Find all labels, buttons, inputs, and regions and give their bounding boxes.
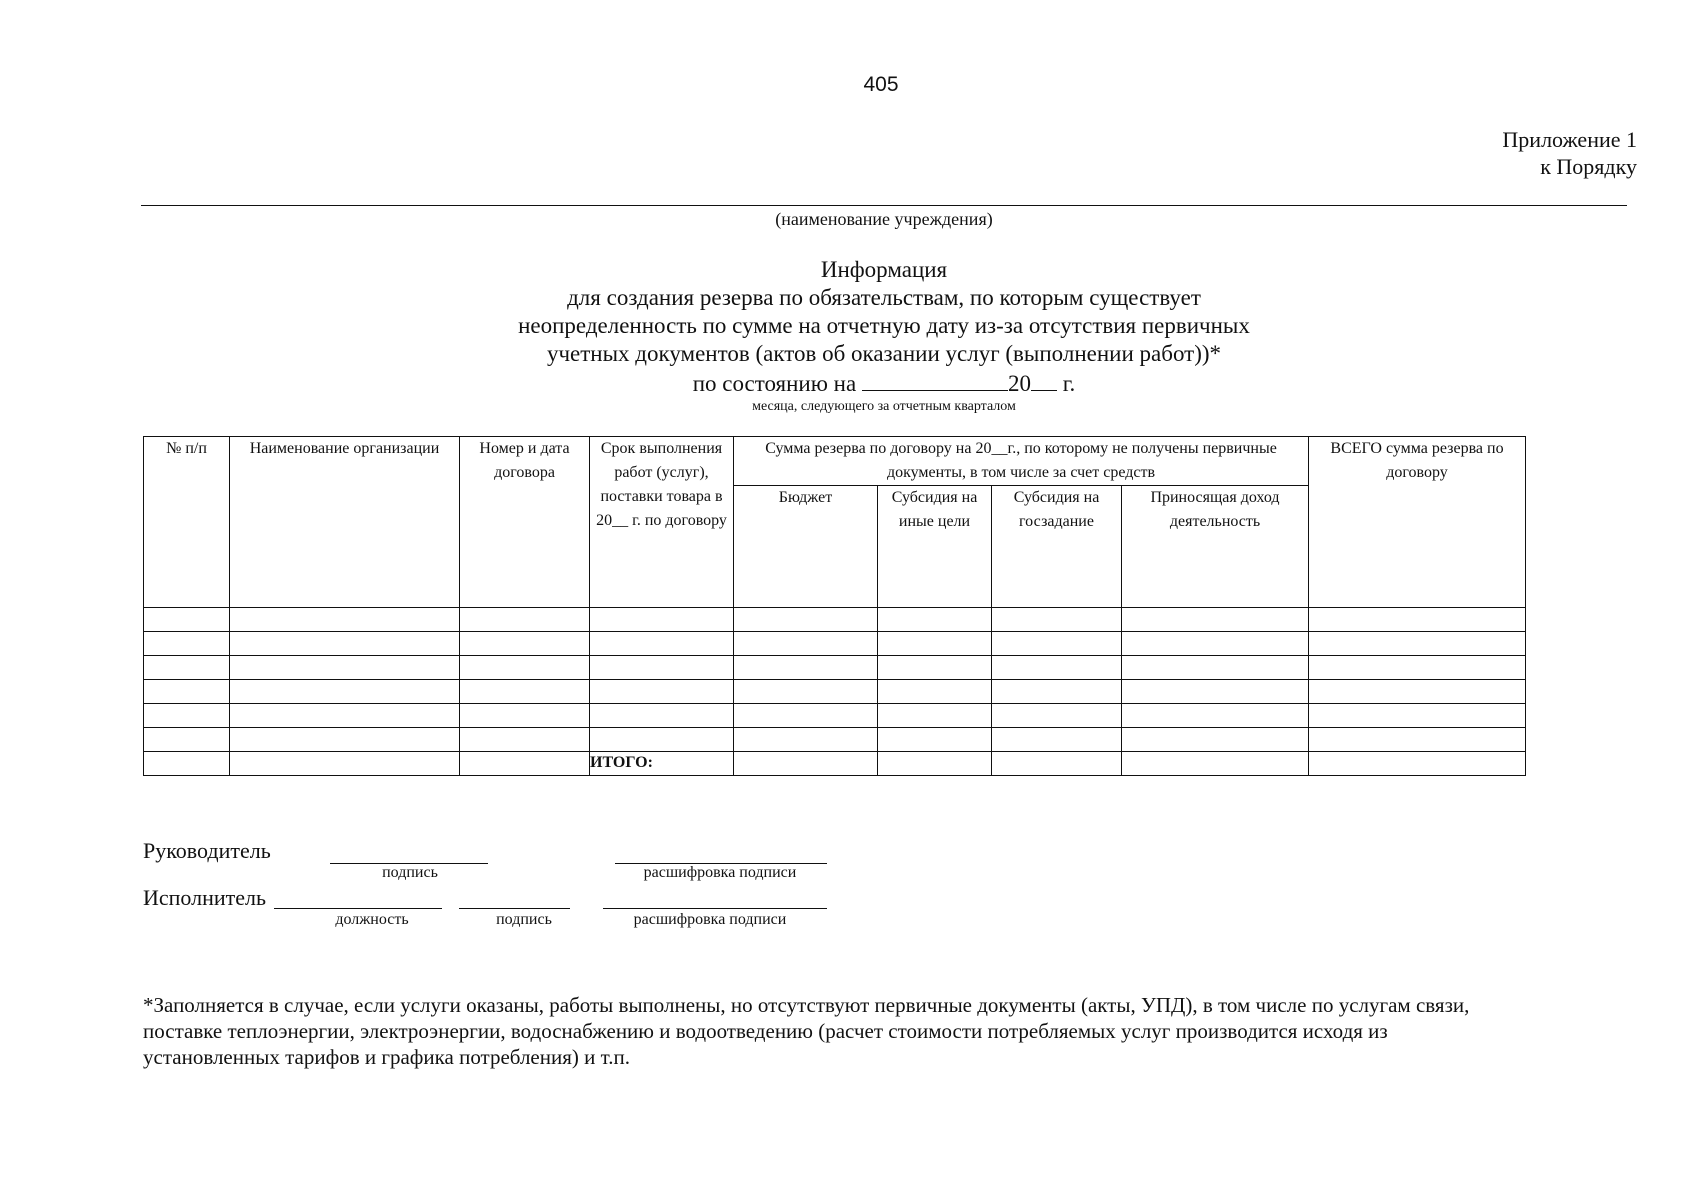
header-contract: Номер и дата договора bbox=[460, 437, 590, 608]
title-date-line bbox=[141, 368, 1627, 398]
table-cell[interactable] bbox=[878, 728, 992, 752]
table-cell[interactable] bbox=[230, 704, 460, 728]
table-cell[interactable] bbox=[460, 656, 590, 680]
table-cell[interactable] bbox=[992, 704, 1122, 728]
title-line-2: неопределенность по сумме на отчетную дату из-за отсутствия первичных bbox=[518, 313, 1250, 338]
table-cell[interactable] bbox=[1309, 728, 1526, 752]
table-cell[interactable] bbox=[460, 608, 590, 632]
total-label: ИТОГО: bbox=[590, 752, 734, 776]
table-cell[interactable] bbox=[1122, 704, 1309, 728]
table-cell[interactable] bbox=[144, 656, 230, 680]
header-term: Срок выполнения работ (услуг), поставки товара в 20__ г. по договору bbox=[590, 437, 734, 608]
header-subsidy-task: Субсидия на госзадание bbox=[992, 486, 1122, 608]
footnote-line-2: поставке теплоэнергии, электроэнергии, водоснабжению и водоотведению (расчет стоимости потребляемых услуг производится исходя из bbox=[143, 1019, 1388, 1043]
table-cell[interactable] bbox=[1122, 752, 1309, 776]
organization-name-caption: (наименование учреждения) bbox=[775, 209, 993, 229]
table-cell[interactable] bbox=[734, 632, 878, 656]
table-cell[interactable] bbox=[230, 656, 460, 680]
header-number: № п/п bbox=[144, 437, 230, 608]
table-cell[interactable] bbox=[144, 632, 230, 656]
table-cell[interactable] bbox=[1122, 680, 1309, 704]
table-cell[interactable] bbox=[144, 704, 230, 728]
table-cell[interactable] bbox=[992, 656, 1122, 680]
table-cell[interactable] bbox=[734, 752, 878, 776]
table-cell[interactable] bbox=[992, 728, 1122, 752]
executor-decode-caption: расшифровка подписи bbox=[633, 911, 787, 928]
table-cell[interactable] bbox=[144, 680, 230, 704]
document-title bbox=[141, 256, 1627, 398]
table-row bbox=[144, 608, 1526, 632]
executor-signature-line[interactable] bbox=[459, 907, 570, 909]
executor-position-line[interactable] bbox=[274, 907, 442, 909]
table-cell[interactable] bbox=[1309, 752, 1526, 776]
table-cell[interactable] bbox=[590, 608, 734, 632]
table-cell[interactable] bbox=[992, 752, 1122, 776]
footnote bbox=[143, 992, 1623, 1070]
title-heading: Информация bbox=[820, 257, 948, 282]
table-cell[interactable] bbox=[1309, 608, 1526, 632]
executor-decode-line[interactable] bbox=[603, 907, 827, 909]
executor-position-caption: должность bbox=[335, 911, 409, 928]
table-cell[interactable] bbox=[734, 608, 878, 632]
table-row bbox=[144, 704, 1526, 728]
footnote-line-3: установленных тарифов и графика потребления) и т.п. bbox=[143, 1045, 630, 1069]
date-prefix: по состоянию на bbox=[692, 371, 857, 396]
appendix-line-2: к Порядку bbox=[1540, 154, 1637, 179]
appendix-line-1: Приложение 1 bbox=[1502, 127, 1637, 152]
executor-label: Исполнитель bbox=[143, 885, 267, 910]
table-row bbox=[144, 728, 1526, 752]
table-cell[interactable] bbox=[1122, 728, 1309, 752]
table-cell[interactable] bbox=[734, 680, 878, 704]
table-cell[interactable] bbox=[992, 608, 1122, 632]
table-cell[interactable] bbox=[878, 680, 992, 704]
title-line-3: учетных документов (актов об оказании услуг (выполнении работ))* bbox=[546, 341, 1222, 366]
table-cell[interactable] bbox=[460, 680, 590, 704]
table-cell[interactable] bbox=[230, 632, 460, 656]
date-hint: месяца, следующего за отчетным кварталом bbox=[752, 399, 1016, 414]
table-cell[interactable] bbox=[230, 752, 460, 776]
table-cell[interactable] bbox=[992, 680, 1122, 704]
title-line-1: для создания резерва по обязательствам, по которым существует bbox=[567, 285, 1201, 310]
table-cell[interactable] bbox=[1122, 656, 1309, 680]
table-cell[interactable] bbox=[1309, 632, 1526, 656]
header-organization: Наименование организации bbox=[230, 437, 460, 608]
table-cell[interactable] bbox=[590, 680, 734, 704]
table-row bbox=[144, 632, 1526, 656]
table-cell[interactable] bbox=[1122, 608, 1309, 632]
table-cell[interactable] bbox=[460, 752, 590, 776]
table-cell[interactable] bbox=[144, 728, 230, 752]
table-cell[interactable] bbox=[992, 632, 1122, 656]
date-year-blank bbox=[1031, 368, 1057, 391]
footnote-line-1: *Заполняется в случае, если услуги оказаны, работы выполнены, но отсутствуют первичные документы (акты, УПД), в том числе по услугам связи, bbox=[143, 993, 1470, 1017]
header-budget: Бюджет bbox=[734, 486, 878, 608]
reserve-table bbox=[143, 436, 1526, 776]
header-total: ВСЕГО сумма резерва по договору bbox=[1309, 437, 1526, 608]
table-cell[interactable] bbox=[460, 728, 590, 752]
table-cell[interactable] bbox=[878, 608, 992, 632]
appendix-reference bbox=[1502, 126, 1637, 180]
head-decode-caption: расшифровка подписи bbox=[643, 864, 797, 881]
head-signature-caption: подпись bbox=[382, 864, 438, 881]
table-row bbox=[144, 680, 1526, 704]
table-cell[interactable] bbox=[590, 656, 734, 680]
table-cell[interactable] bbox=[460, 704, 590, 728]
table-cell[interactable] bbox=[1309, 704, 1526, 728]
table-cell[interactable] bbox=[590, 632, 734, 656]
table-cell[interactable] bbox=[144, 752, 230, 776]
table-cell[interactable] bbox=[230, 680, 460, 704]
table-cell[interactable] bbox=[734, 656, 878, 680]
table-cell[interactable] bbox=[878, 656, 992, 680]
table-cell[interactable] bbox=[1309, 680, 1526, 704]
table-cell[interactable] bbox=[230, 728, 460, 752]
table-cell[interactable] bbox=[878, 752, 992, 776]
table-cell[interactable] bbox=[590, 704, 734, 728]
table-cell[interactable] bbox=[144, 608, 230, 632]
header-subsidy-other: Субсидия на иные цели bbox=[878, 486, 992, 608]
table-cell[interactable] bbox=[734, 704, 878, 728]
date-suffix: г. bbox=[1062, 371, 1076, 396]
table-cell[interactable] bbox=[1122, 632, 1309, 656]
table-row bbox=[144, 656, 1526, 680]
organization-name-line bbox=[141, 205, 1627, 206]
table-body bbox=[144, 608, 1526, 752]
total-row bbox=[144, 752, 1526, 776]
table-cell[interactable] bbox=[1309, 656, 1526, 680]
table-cell[interactable] bbox=[878, 632, 992, 656]
date-year: 20 bbox=[1007, 371, 1031, 396]
table-cell[interactable] bbox=[878, 704, 992, 728]
page-number: 405 bbox=[863, 73, 899, 96]
header-income: Приносящая доход деятельность bbox=[1122, 486, 1309, 608]
table-cell[interactable] bbox=[734, 728, 878, 752]
header-reserve-group: Сумма резерва по договору на 20__г., по которому не получены первичные документы, в том числе за счет средств bbox=[734, 437, 1309, 486]
executor-signature-caption: подпись bbox=[496, 911, 552, 928]
table-cell[interactable] bbox=[460, 632, 590, 656]
table-cell[interactable] bbox=[590, 728, 734, 752]
head-label: Руководитель bbox=[143, 838, 271, 863]
table-cell[interactable] bbox=[230, 608, 460, 632]
date-month-blank bbox=[862, 368, 1008, 391]
